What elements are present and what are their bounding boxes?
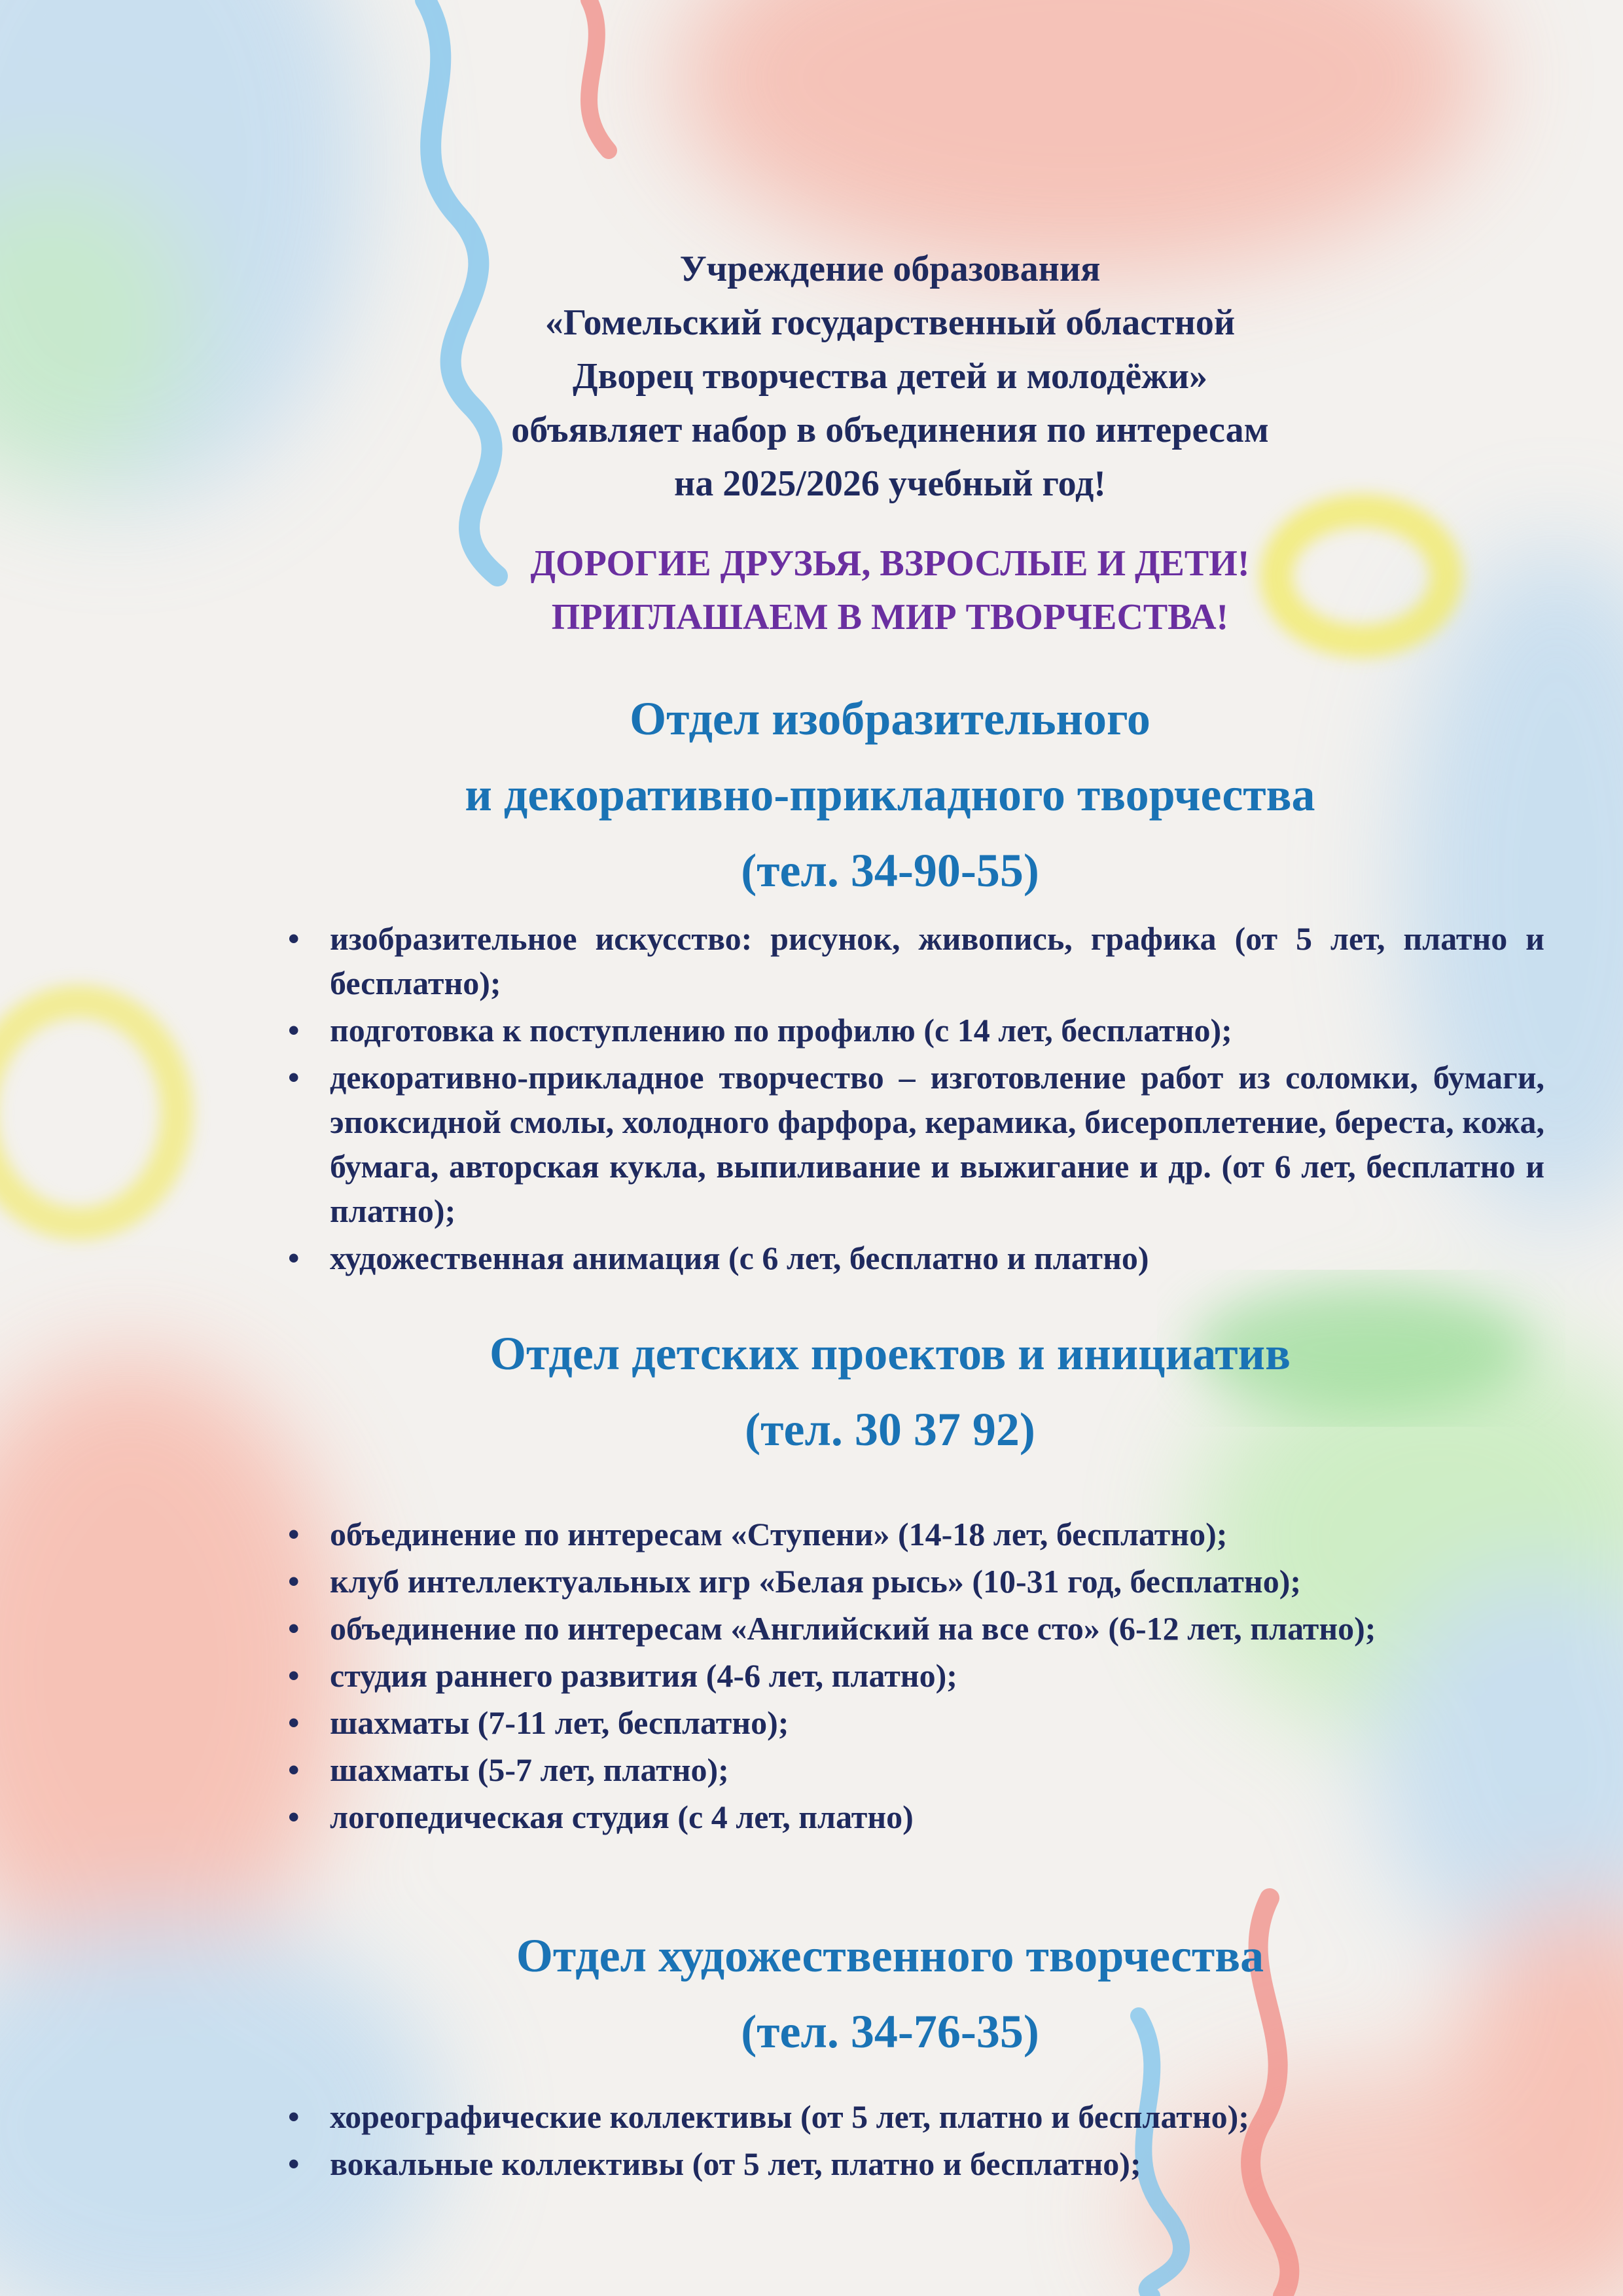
- greeting: [314, 537, 1466, 644]
- list-item: • декоративно-прикладное творчество – изготовление работ из соломки, бумаги, эпоксидной смолы, холодного фарфора, керамика, бисероплетение, береста, кожа, бумага, авторская кукла, выпиливание и выжигание и др. (от 6 лет, бесплатно и платно);: [288, 1055, 1544, 1233]
- list-item: • объединение по интересам «Английский на все сто» (6-12 лет, платно);: [288, 1606, 1544, 1651]
- department-title-line: и декоративно-прикладного творчества: [465, 768, 1315, 821]
- header-line: Дворец творчества детей и молодёжи»: [572, 356, 1208, 397]
- header-line: Учреждение образования: [679, 249, 1101, 289]
- department-list-fine-arts: [288, 916, 1544, 1283]
- list-item: • подготовка к поступлению по профилю (с 14 лет, бесплатно);: [288, 1008, 1544, 1052]
- header-line: «Гомельский государственный областной: [544, 302, 1236, 343]
- department-list-performing-arts: [288, 2094, 1544, 2189]
- list-item: • художественная анимация (с 6 лет, бесплатно и платно): [288, 1236, 1544, 1280]
- department-list-projects: [288, 1512, 1544, 1842]
- list-item: • шахматы (7-11 лет, бесплатно);: [288, 1700, 1544, 1745]
- department-phone: (тел. 34-76-35): [741, 2005, 1039, 2058]
- department-title-line: Отдел художественного творчества: [516, 1929, 1264, 1982]
- greeting-line: ПРИГЛАШАЕМ В МИР ТВОРЧЕСТВА!: [551, 597, 1229, 637]
- department-title-fine-arts: [196, 681, 1584, 908]
- list-item: • студия раннего развития (4-6 лет, платно);: [288, 1653, 1544, 1698]
- greeting-line: ДОРОГИЕ ДРУЗЬЯ, ВЗРОСЛЫЕ И ДЕТИ!: [530, 543, 1250, 584]
- list-item: • шахматы (5-7 лет, платно);: [288, 1748, 1544, 1792]
- department-title-projects: [196, 1316, 1584, 1467]
- header-line: объявляет набор в объединения по интересам: [511, 410, 1269, 450]
- department-phone: (тел. 30 37 92): [745, 1403, 1035, 1456]
- header-line: на 2025/2026 учебный год!: [674, 463, 1106, 504]
- department-title-performing-arts: [196, 1918, 1584, 2070]
- list-item: • вокальные коллективы (от 5 лет, платно и бесплатно);: [288, 2142, 1544, 2186]
- department-title-line: Отдел изобразительного: [630, 692, 1150, 745]
- list-item: • логопедическая студия (с 4 лет, платно): [288, 1795, 1544, 1839]
- list-item: • объединение по интересам «Ступени» (14-18 лет, бесплатно);: [288, 1512, 1544, 1556]
- institution-header: [314, 242, 1466, 511]
- list-item: • изобразительное искусство: рисунок, живопись, графика (от 5 лет, платно и бесплатно);: [288, 916, 1544, 1005]
- department-title-line: Отдел детских проектов и инициатив: [490, 1327, 1291, 1380]
- department-phone: (тел. 34-90-55): [741, 844, 1039, 897]
- list-item: • хореографические коллективы (от 5 лет, платно и бесплатно);: [288, 2094, 1544, 2139]
- list-item: • клуб интеллектуальных игр «Белая рысь» (10-31 год, бесплатно);: [288, 1559, 1544, 1604]
